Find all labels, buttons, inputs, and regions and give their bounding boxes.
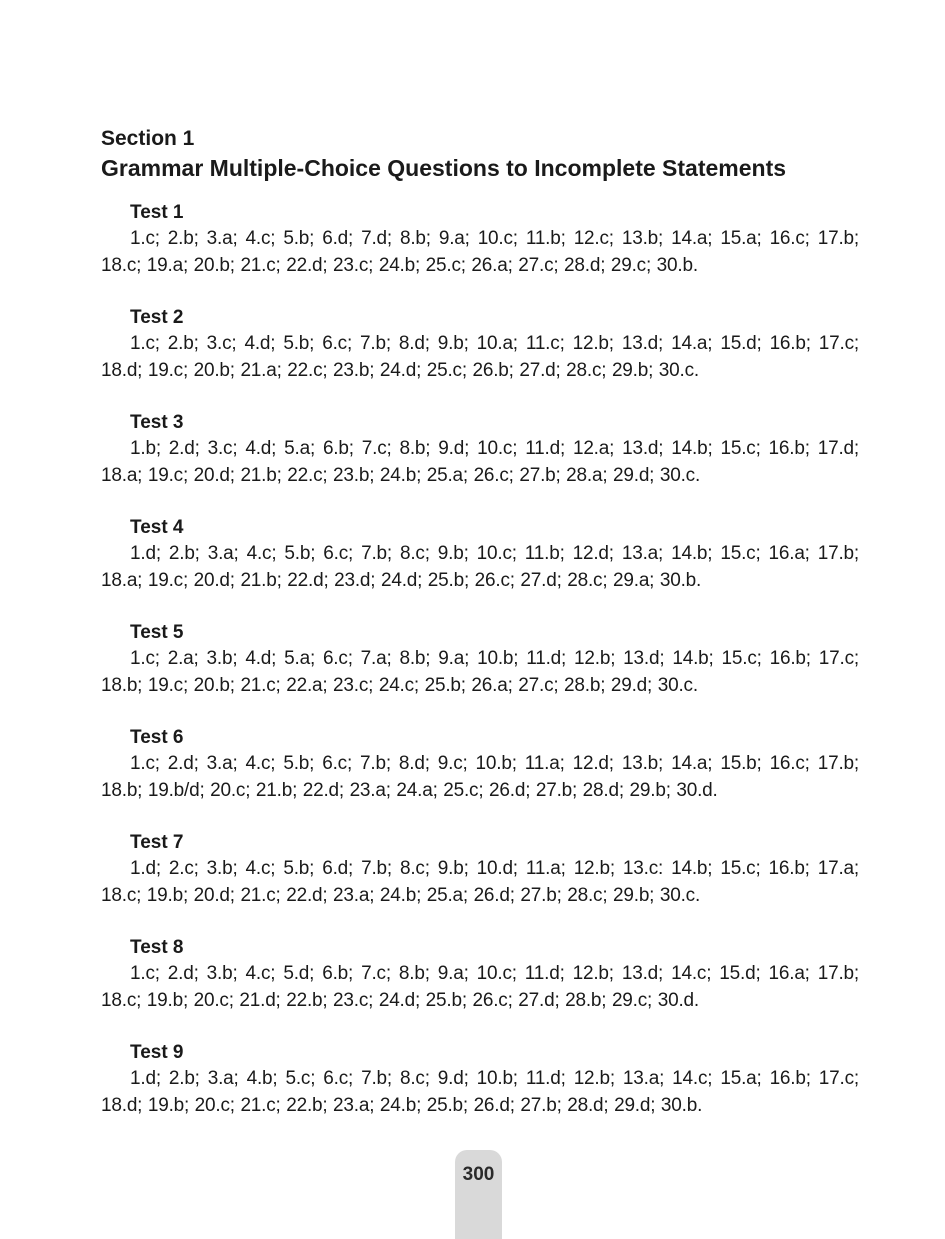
test-answers: 1.d; 2.b; 3.a; 4.b; 5.c; 6.c; 7.b; 8.c; 9.d; 10.b; 11.d; 12.b; 13.a; 14.c; 15.a; 16.b; 17.c; 18.d; 19.b; 20.c; 21.c; 22.b; 23.a; 24.b; 25.b; 26.d; 27.b; 28.d; 29.d; 30.b. [101, 1068, 859, 1116]
test-answers: 1.c; 2.b; 3.c; 4.d; 5.b; 6.c; 7.b; 8.d; 9.b; 10.a; 11.c; 12.b; 13.d; 14.a; 15.d; 16.b; 17.c; 18.d; 19.c; 20.b; 21.a; 22.c; 23.b; 24.d; 25.c; 26.b; 27.d; 28.c; 29.b; 30.c. [101, 333, 859, 381]
page-number-tab [455, 1150, 502, 1239]
section-title: Grammar Multiple-Choice Questions to Incomplete Statements [101, 155, 787, 181]
test-heading: Test 4 [130, 517, 184, 538]
section-label: Section 1 [101, 127, 195, 150]
test-block [101, 515, 859, 594]
test-heading: Test 3 [130, 412, 184, 433]
test-block [101, 1040, 859, 1119]
test-answers: 1.c; 2.a; 3.b; 4.d; 5.a; 6.c; 7.a; 8.b; 9.a; 10.b; 11.d; 12.b; 13.d; 14.b; 15.c; 16.b; 17.c; 18.b; 19.c; 20.b; 21.c; 22.a; 23.c; 24.c; 25.b; 26.a; 27.c; 28.b; 29.d; 30.c. [101, 648, 859, 696]
test-block [101, 620, 859, 699]
test-heading: Test 6 [130, 727, 184, 748]
test-block [101, 305, 859, 384]
test-heading: Test 2 [130, 307, 184, 328]
test-block [101, 830, 859, 909]
test-heading: Test 1 [130, 202, 184, 223]
page-number: 300 [462, 1164, 495, 1185]
test-answers: 1.b; 2.d; 3.c; 4.d; 5.a; 6.b; 7.c; 8.b; 9.d; 10.c; 11.d; 12.a; 13.d; 14.b; 15.c; 16.b; 17.d; 18.a; 19.c; 20.d; 21.b; 22.c; 23.b; 24.b; 25.a; 26.c; 27.b; 28.a; 29.d; 30.c. [101, 438, 859, 486]
test-heading: Test 8 [130, 937, 184, 958]
test-block [101, 200, 859, 279]
test-answers: 1.d; 2.c; 3.b; 4.c; 5.b; 6.d; 7.b; 8.c; 9.b; 10.d; 11.a; 12.b; 13.c: 14.b; 15.c; 16.b; 17.a; 18.c; 19.b; 20.d; 21.c; 22.d; 23.a; 24.b; 25.a; 26.d; 27.b; 28.c; 29.b; 30.c. [101, 858, 859, 906]
test-answers: 1.d; 2.b; 3.a; 4.c; 5.b; 6.c; 7.b; 8.c; 9.b; 10.c; 11.b; 12.d; 13.a; 14.b; 15.c; 16.a; 17.b; 18.a; 19.c; 20.d; 21.b; 22.d; 23.d; 24.d; 25.b; 26.c; 27.d; 28.c; 29.a; 30.b. [101, 543, 859, 591]
test-heading: Test 5 [130, 622, 184, 643]
test-answers: 1.c; 2.b; 3.a; 4.c; 5.b; 6.d; 7.d; 8.b; 9.a; 10.c; 11.b; 12.c; 13.b; 14.a; 15.a; 16.c; 17.b; 18.c; 19.a; 20.b; 21.c; 22.d; 23.c; 24.b; 25.c; 26.a; 27.c; 28.d; 29.c; 30.b. [101, 228, 859, 276]
test-block [101, 935, 859, 1014]
test-heading: Test 9 [130, 1042, 184, 1063]
test-heading: Test 7 [130, 832, 184, 853]
test-answers: 1.c; 2.d; 3.b; 4.c; 5.d; 6.b; 7.c; 8.b; 9.a; 10.c; 11.d; 12.b; 13.d; 14.c; 15.d; 16.a; 17.b; 18.c; 19.b; 20.c; 21.d; 22.b; 23.c; 24.d; 25.b; 26.c; 27.d; 28.b; 29.c; 30.d. [101, 963, 859, 1011]
test-block [101, 410, 859, 489]
test-block [101, 725, 859, 804]
answer-key-content [101, 126, 859, 1145]
test-answers: 1.c; 2.d; 3.a; 4.c; 5.b; 6.c; 7.b; 8.d; 9.c; 10.b; 11.a; 12.d; 13.b; 14.a; 15.b; 16.c; 17.b; 18.b; 19.b/d; 20.c; 21.b; 22.d; 23.a; 24.a; 25.c; 26.d; 27.b; 28.d; 29.b; 30.d. [101, 753, 859, 801]
